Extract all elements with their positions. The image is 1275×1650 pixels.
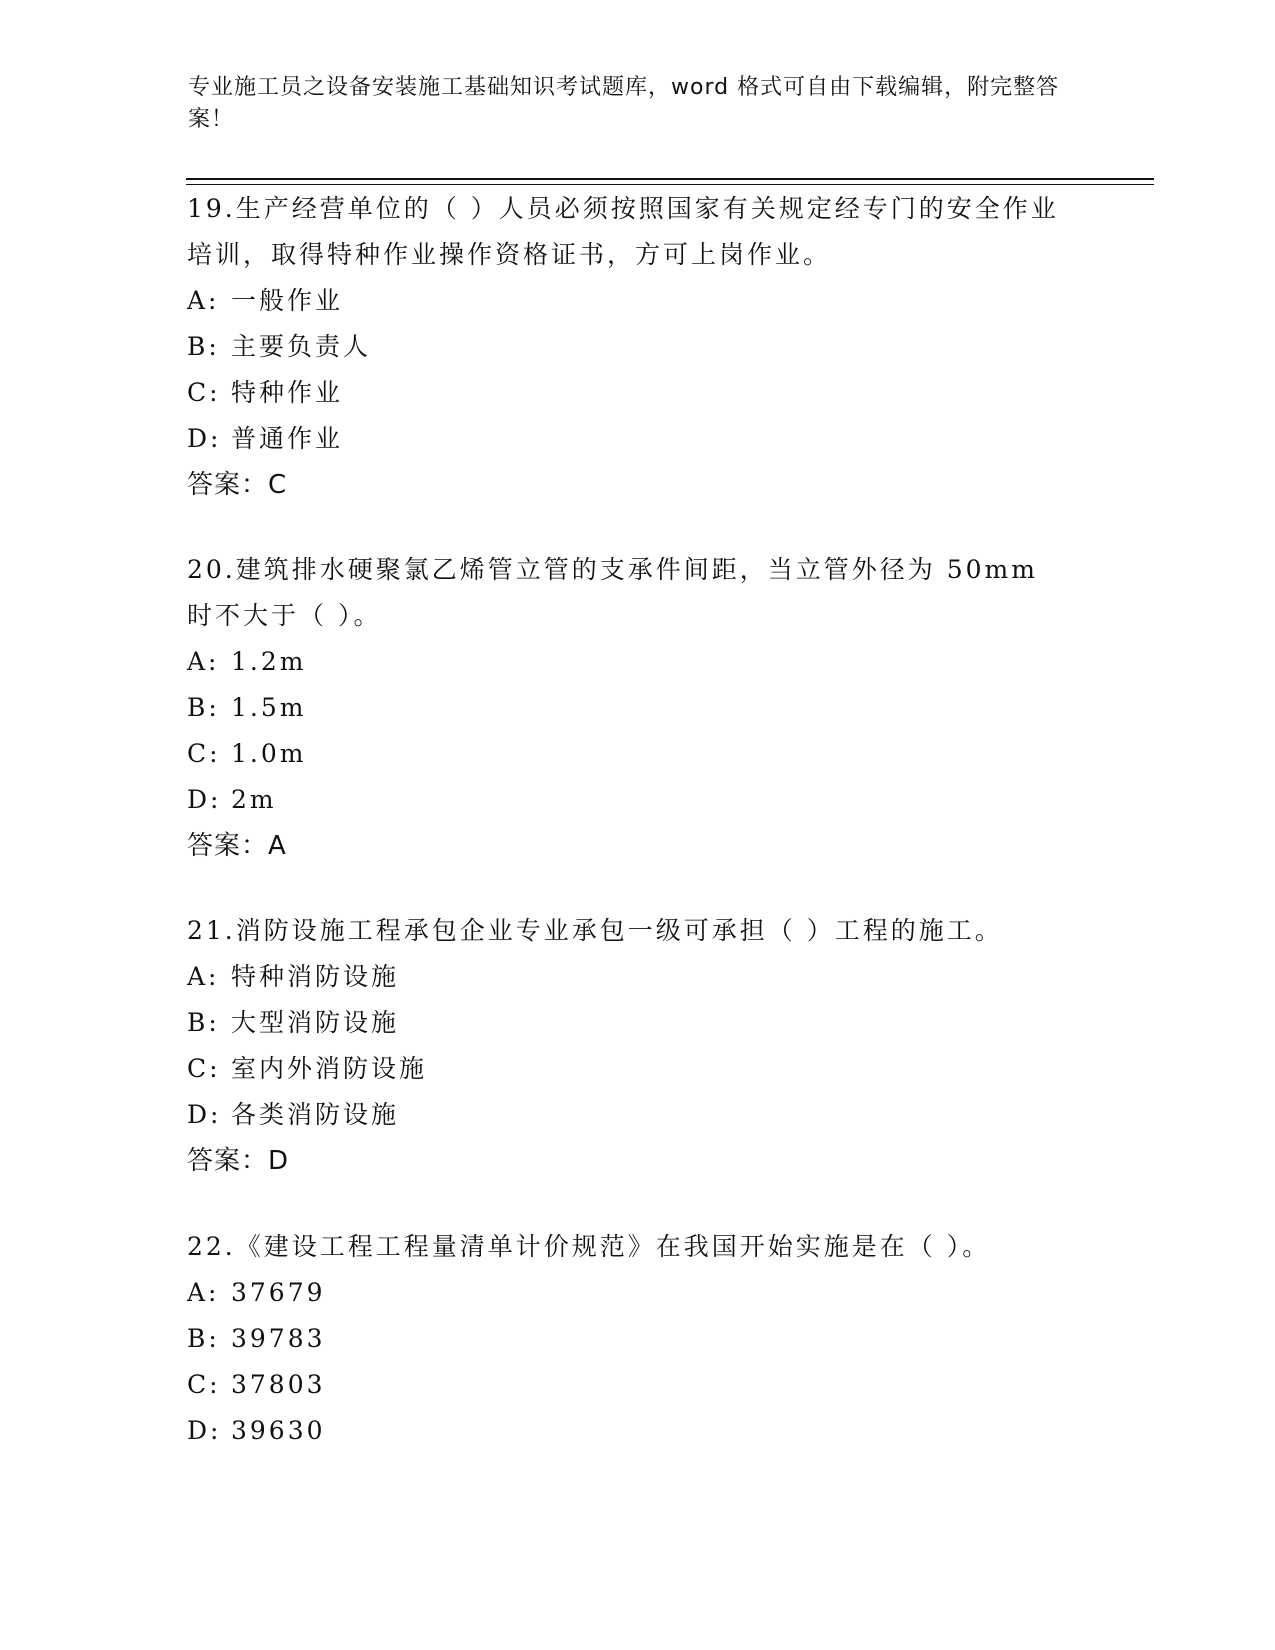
option-a (187, 1270, 1067, 1316)
option-key: D: (187, 1100, 222, 1129)
option-text: 大型消防设施 (231, 1008, 400, 1037)
question-stem: 20.建筑排水硬聚氯乙烯管立管的支承件间距，当立管外径为 50mm 时不大于（ ）。 (187, 555, 1038, 630)
option-key: B: (187, 1008, 220, 1037)
option-c (187, 731, 1067, 777)
option-key: A: (187, 286, 220, 315)
option-key: B: (187, 693, 220, 722)
option-text: 1.2m (231, 647, 307, 676)
question-stem: 19.生产经营单位的（ ）人员必须按照国家有关规定经专门的安全作业培训，取得特种作业操作资格证书，方可上岗作业。 (187, 194, 1059, 269)
option-b (187, 685, 1067, 731)
option-d (187, 777, 1067, 823)
question-stem: 21.消防设施工程承包企业专业承包一级可承担（ ）工程的施工。 (187, 916, 1003, 945)
option-b (187, 1316, 1067, 1362)
option-c (187, 370, 1067, 416)
option-key: A: (187, 1278, 220, 1307)
option-a (187, 639, 1067, 685)
option-key: B: (187, 1324, 220, 1353)
option-text: 37679 (231, 1278, 326, 1307)
option-key: B: (187, 332, 220, 361)
document-header: 专业施工员之设备安装施工基础知识考试题库，word 格式可自由下载编辑，附完整答案！ (188, 75, 1060, 132)
option-d (187, 1408, 1067, 1454)
option-text: 特种消防设施 (231, 962, 400, 991)
option-text: 普通作业 (231, 424, 344, 453)
option-text: 一般作业 (231, 286, 344, 315)
option-key: D: (187, 424, 222, 453)
option-text: 39783 (231, 1324, 326, 1353)
answer-line: 答案：C (187, 470, 288, 500)
question-20 (187, 547, 1067, 869)
option-key: C: (187, 1370, 221, 1399)
option-text: 主要负责人 (231, 332, 372, 361)
option-text: 37803 (231, 1370, 326, 1399)
header-divider-thick (186, 178, 1154, 180)
option-text: 2m (231, 785, 277, 814)
option-text: 特种作业 (231, 378, 344, 407)
question-22 (187, 1224, 1067, 1454)
option-key: A: (187, 962, 220, 991)
header-divider-thin (186, 184, 1154, 185)
option-key: C: (187, 739, 221, 768)
option-key: C: (187, 1054, 221, 1083)
answer-line: 答案：A (187, 831, 287, 861)
answer-line: 答案：D (187, 1146, 290, 1176)
option-text: 1.5m (231, 693, 307, 722)
option-key: A: (187, 647, 220, 676)
option-b (187, 324, 1067, 370)
option-b (187, 1000, 1067, 1046)
option-c (187, 1046, 1067, 1092)
question-stem: 22.《建设工程工程量清单计价规范》在我国开始实施是在（ ）。 (187, 1232, 991, 1261)
option-c (187, 1362, 1067, 1408)
option-a (187, 278, 1067, 324)
option-text: 各类消防设施 (231, 1100, 400, 1129)
option-d (187, 1092, 1067, 1138)
option-text: 39630 (231, 1416, 326, 1445)
option-text: 1.0m (231, 739, 307, 768)
option-a (187, 954, 1067, 1000)
option-key: D: (187, 785, 222, 814)
question-21 (187, 908, 1067, 1184)
option-text: 室内外消防设施 (231, 1054, 428, 1083)
question-19 (187, 186, 1067, 508)
option-d (187, 416, 1067, 462)
option-key: C: (187, 378, 221, 407)
option-key: D: (187, 1416, 222, 1445)
